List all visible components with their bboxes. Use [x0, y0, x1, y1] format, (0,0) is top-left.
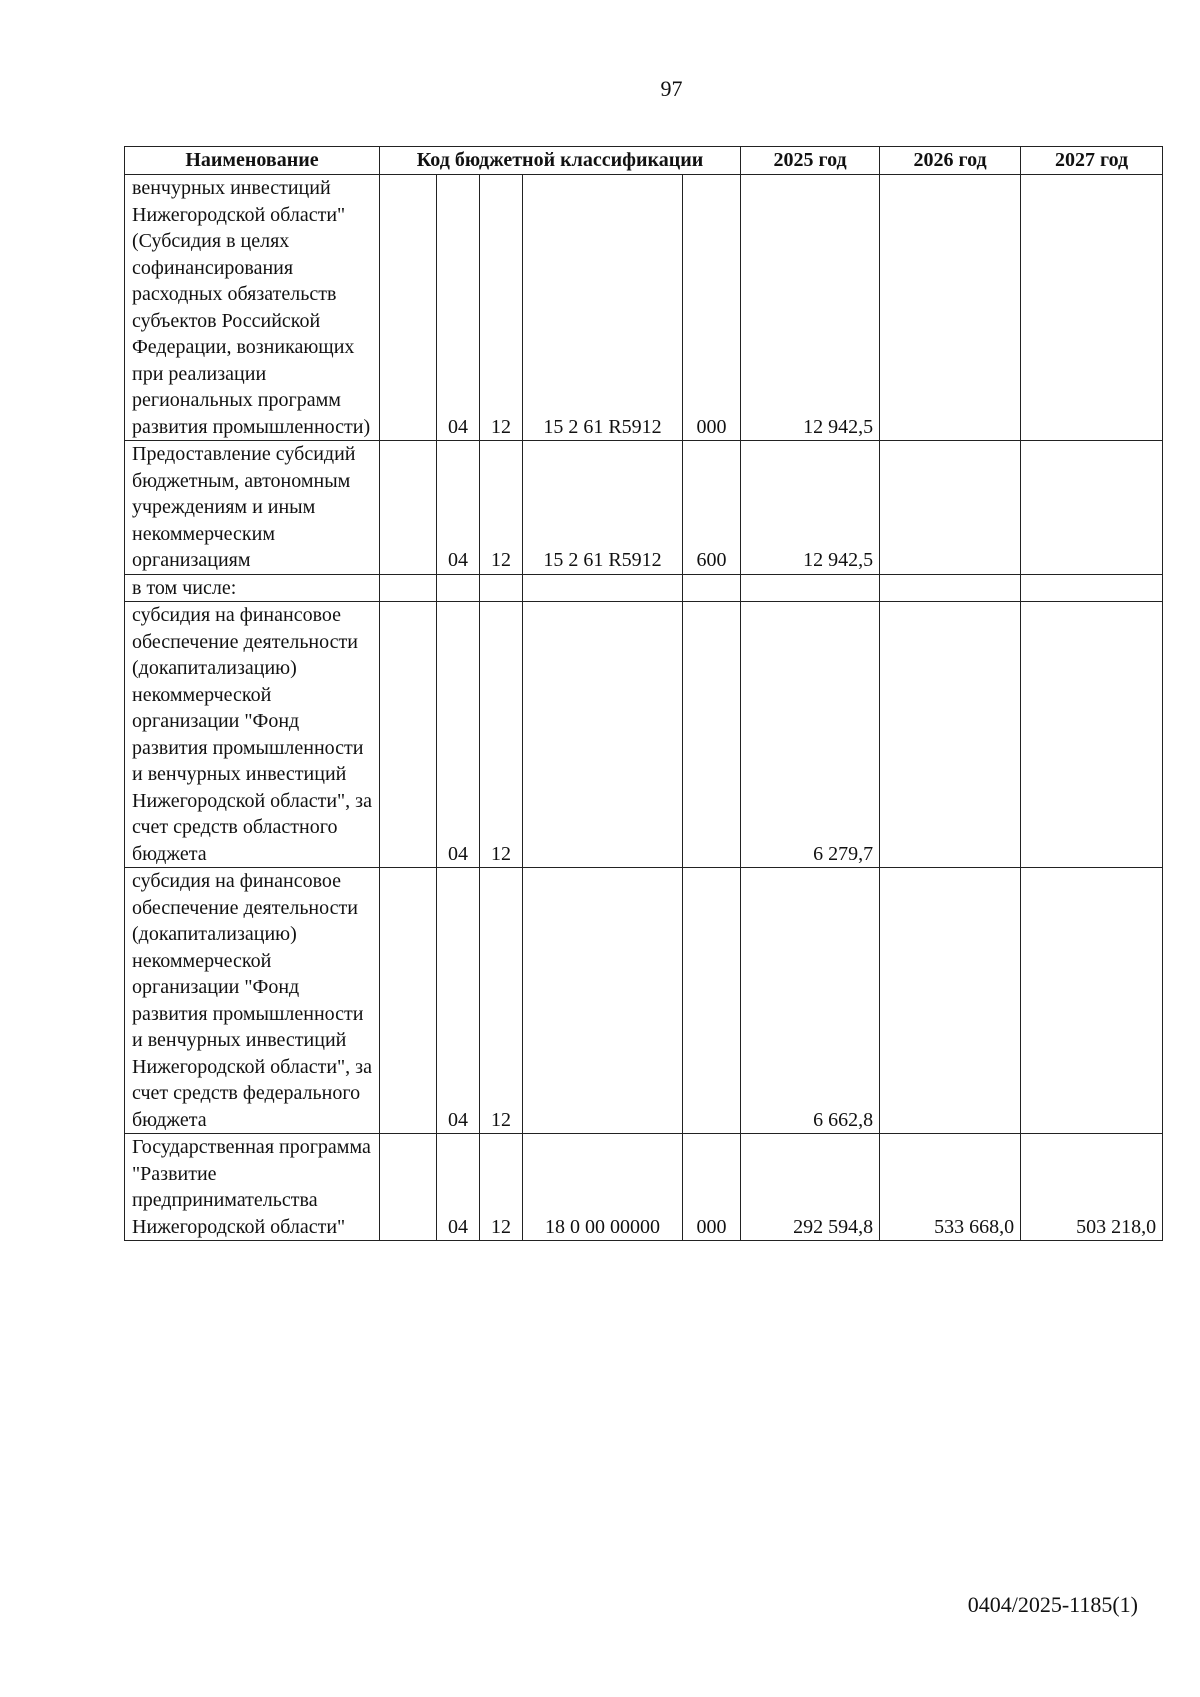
row-value-2025: 12 942,5 [741, 441, 880, 575]
row-name: субсидия на финансовое обеспечение деятельности (докапитализацию) некоммерческой организации "Фонд развития промышленности и венчурных инвестиций Нижегородской области", за счет средств областного бюджета [125, 602, 380, 868]
row-code-3: 12 [480, 175, 523, 441]
row-value-2027 [1021, 868, 1163, 1134]
row-code-3: 12 [480, 602, 523, 868]
table-row [125, 441, 1163, 575]
row-value-2026: 533 668,0 [880, 1134, 1021, 1241]
table-header-row [125, 147, 1163, 175]
row-code-4: 15 2 61 R5912 [523, 175, 683, 441]
row-code-1 [380, 574, 437, 602]
row-code-4 [523, 868, 683, 1134]
row-value-2027 [1021, 175, 1163, 441]
row-value-2026 [880, 574, 1021, 602]
row-name: венчурных инвестиций Нижегородской области" (Субсидия в целях софинансирования расходных обязательств субъектов Российской Федерации, возникающих при реализации региональных программ развития промышленности) [125, 175, 380, 441]
row-code-5 [683, 602, 741, 868]
row-code-2: 04 [437, 1134, 480, 1241]
row-code-1 [380, 441, 437, 575]
row-code-3: 12 [480, 868, 523, 1134]
row-code-1 [380, 1134, 437, 1241]
header-2025: 2025 год [741, 147, 880, 175]
row-code-5: 600 [683, 441, 741, 575]
row-code-2: 04 [437, 441, 480, 575]
header-code: Код бюджетной классификации [380, 147, 741, 175]
header-2027: 2027 год [1021, 147, 1163, 175]
table-row [125, 868, 1163, 1134]
row-code-2 [437, 574, 480, 602]
header-2026: 2026 год [880, 147, 1021, 175]
row-code-2: 04 [437, 175, 480, 441]
row-code-4: 15 2 61 R5912 [523, 441, 683, 575]
table-row [125, 175, 1163, 441]
row-value-2026 [880, 868, 1021, 1134]
row-value-2027 [1021, 441, 1163, 575]
row-value-2025: 292 594,8 [741, 1134, 880, 1241]
row-code-3 [480, 574, 523, 602]
row-code-2: 04 [437, 868, 480, 1134]
row-code-5: 000 [683, 175, 741, 441]
row-value-2026 [880, 602, 1021, 868]
row-value-2025 [741, 574, 880, 602]
row-value-2027 [1021, 574, 1163, 602]
row-name: Государственная программа "Развитие предпринимательства Нижегородской области" [125, 1134, 380, 1241]
row-code-5: 000 [683, 1134, 741, 1241]
row-code-4 [523, 602, 683, 868]
page-number: 97 [660, 76, 683, 101]
row-name: в том числе: [125, 574, 380, 602]
row-value-2027 [1021, 602, 1163, 868]
row-code-1 [380, 602, 437, 868]
row-code-4 [523, 574, 683, 602]
row-value-2027: 503 218,0 [1021, 1134, 1163, 1241]
row-name: Предоставление субсидий бюджетным, автономным учреждениям и иным некоммерческим организациям [125, 441, 380, 575]
table-row [125, 1134, 1163, 1241]
row-value-2026 [880, 175, 1021, 441]
row-code-3: 12 [480, 1134, 523, 1241]
budget-table [124, 146, 1163, 1241]
row-code-4: 18 0 00 00000 [523, 1134, 683, 1241]
row-code-2: 04 [437, 602, 480, 868]
row-code-1 [380, 175, 437, 441]
row-code-1 [380, 868, 437, 1134]
document-id: 0404/2025-1185(1) [967, 1592, 1138, 1617]
row-name: субсидия на финансовое обеспечение деятельности (докапитализацию) некоммерческой организации "Фонд развития промышленности и венчурных инвестиций Нижегородской области", за счет средств федерального бюджета [125, 868, 380, 1134]
table-row [125, 602, 1163, 868]
row-code-5 [683, 574, 741, 602]
row-code-5 [683, 868, 741, 1134]
table-row [125, 574, 1163, 602]
row-value-2025: 12 942,5 [741, 175, 880, 441]
row-value-2025: 6 662,8 [741, 868, 880, 1134]
header-name: Наименование [125, 147, 380, 175]
row-value-2026 [880, 441, 1021, 575]
row-value-2025: 6 279,7 [741, 602, 880, 868]
row-code-3: 12 [480, 441, 523, 575]
